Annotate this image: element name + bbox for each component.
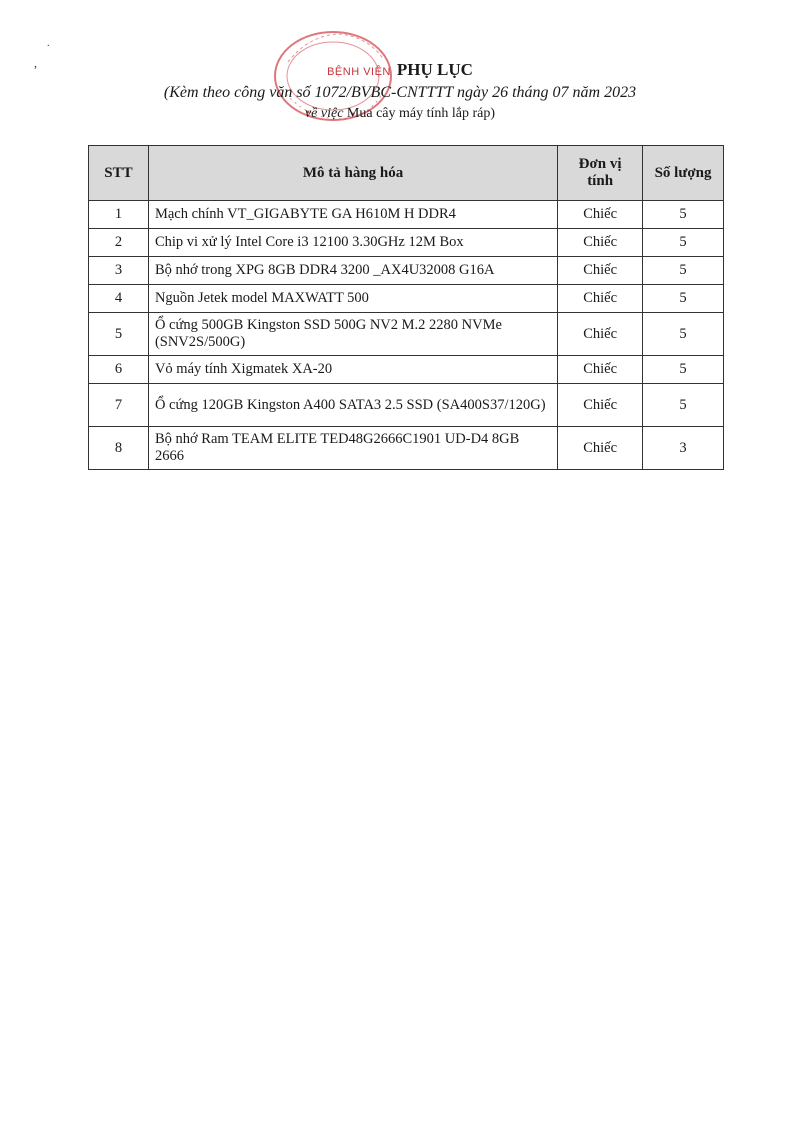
cell-quantity: 5 — [643, 313, 724, 356]
cell-quantity: 5 — [643, 285, 724, 313]
cell-stt: 6 — [89, 356, 149, 384]
subject-text: Mua cây máy tính lắp ráp) — [343, 106, 496, 121]
cell-stt: 5 — [89, 313, 149, 356]
cell-stt: 4 — [89, 285, 149, 313]
cell-stt: 2 — [89, 229, 149, 257]
table-row — [89, 229, 724, 257]
table-row — [89, 201, 724, 229]
cell-stt: 1 — [89, 201, 149, 229]
cell-quantity: 5 — [643, 229, 724, 257]
cell-description: Bộ nhớ trong XPG 8GB DDR4 3200 _AX4U32008 G16A — [148, 257, 557, 285]
goods-table — [88, 145, 724, 470]
cell-description: Nguồn Jetek model MAXWATT 500 — [148, 285, 557, 313]
document-title — [0, 60, 800, 80]
cell-description: Vỏ máy tính Xigmatek XA-20 — [148, 356, 557, 384]
cell-quantity: 5 — [643, 201, 724, 229]
margin-mark-comma: , — [34, 56, 37, 70]
table-row — [89, 384, 724, 427]
cell-description: Ổ cứng 120GB Kingston A400 SATA3 2.5 SSD (SA400S37/120G) — [148, 384, 557, 427]
table-row — [89, 427, 724, 470]
cell-quantity: 5 — [643, 356, 724, 384]
document-subtitle: (Kèm theo công văn số 1072/BVBC-CNTTTT ngày 26 tháng 07 năm 2023 — [163, 84, 637, 101]
cell-unit: Chiếc — [558, 427, 643, 470]
cell-unit: Chiếc — [558, 257, 643, 285]
cell-unit: Chiếc — [558, 384, 643, 427]
cell-quantity: 3 — [643, 427, 724, 470]
document-subject — [0, 106, 800, 122]
margin-mark-dot: . — [47, 38, 50, 49]
table-row — [89, 285, 724, 313]
subject-prefix: về việc — [304, 106, 344, 121]
cell-description: Mạch chính VT_GIGABYTE GA H610M H DDR4 — [148, 201, 557, 229]
cell-stt: 8 — [89, 427, 149, 470]
col-header-quantity: Số lượng — [643, 146, 724, 201]
col-header-stt: STT — [89, 146, 149, 201]
stamp-text: BỆNH VIỆN — [327, 66, 391, 78]
col-header-unit: Đơn vị tính — [558, 146, 643, 201]
cell-unit: Chiếc — [558, 201, 643, 229]
cell-unit: Chiếc — [558, 285, 643, 313]
cell-description: Chip vi xử lý Intel Core i3 12100 3.30GHz 12M Box — [148, 229, 557, 257]
table-header-row — [89, 146, 724, 201]
table-row — [89, 313, 724, 356]
table-row — [89, 257, 724, 285]
cell-quantity: 5 — [643, 257, 724, 285]
cell-description: Bộ nhớ Ram TEAM ELITE TED48G2666C1901 UD-D4 8GB 2666 — [148, 427, 557, 470]
cell-quantity: 5 — [643, 384, 724, 427]
cell-stt: 3 — [89, 257, 149, 285]
cell-unit: Chiếc — [558, 229, 643, 257]
cell-unit: Chiếc — [558, 356, 643, 384]
table-row — [89, 356, 724, 384]
title-text: PHỤ LỤC — [396, 60, 473, 79]
cell-description: Ổ cứng 500GB Kingston SSD 500G NV2 M.2 2280 NVMe (SNV2S/500G) — [148, 313, 557, 356]
cell-unit: Chiếc — [558, 313, 643, 356]
cell-stt: 7 — [89, 384, 149, 427]
col-header-description: Mô tả hàng hóa — [148, 146, 557, 201]
